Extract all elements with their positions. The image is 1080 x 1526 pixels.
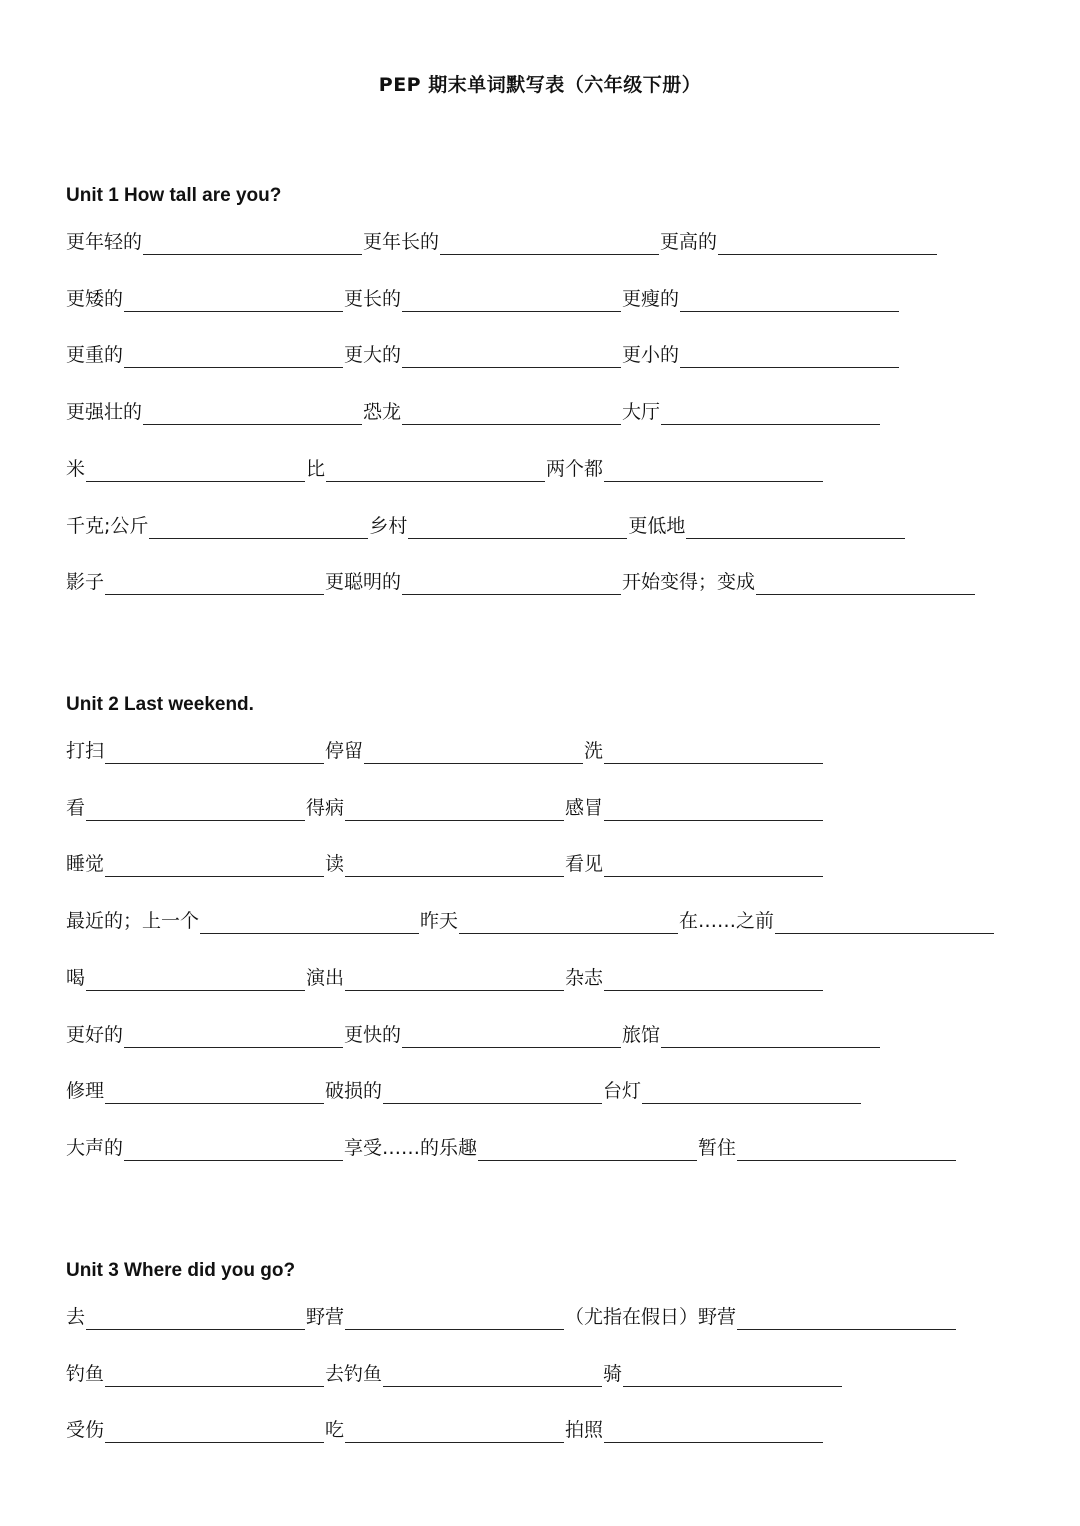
vocab-entry — [66, 342, 343, 368]
vocab-entry — [565, 851, 823, 877]
chinese-word-label: 喝 — [66, 966, 86, 989]
vocab-entry — [306, 1304, 564, 1330]
vocab-entry — [628, 513, 905, 539]
chinese-word-label: 野营 — [306, 1306, 345, 1328]
chinese-word-label: 恐龙 — [363, 401, 402, 424]
chinese-word-label: 比 — [306, 457, 326, 480]
answer-blank-line[interactable] — [680, 287, 899, 312]
vocab-entry — [584, 738, 823, 764]
vocab-entry — [698, 1135, 956, 1161]
chinese-word-label: 两个都 — [546, 457, 604, 480]
unit-heading: Unit 3 Where did you go? — [66, 1260, 296, 1281]
vocab-row — [66, 1135, 1046, 1165]
answer-blank-line[interactable] — [737, 1136, 956, 1161]
chinese-word-label: 更年轻的 — [66, 231, 143, 253]
chinese-word-label: 更聪明的 — [325, 571, 402, 594]
vocab-row — [66, 795, 1046, 825]
answer-blank-line[interactable] — [440, 230, 659, 255]
chinese-word-label: 停留 — [325, 740, 364, 762]
answer-blank-line[interactable] — [623, 1362, 842, 1387]
vocab-entry — [66, 908, 419, 934]
vocab-row — [66, 1361, 1046, 1391]
chinese-word-label: 千克;公斤 — [66, 514, 149, 537]
vocab-entry — [344, 1135, 697, 1161]
vocab-entry — [622, 399, 880, 425]
chinese-word-label: 更强壮的 — [66, 401, 143, 424]
vocab-entry — [565, 1304, 956, 1330]
vocab-row — [66, 399, 1046, 429]
chinese-word-label: 暂住 — [698, 1136, 737, 1159]
vocab-entry — [66, 738, 324, 764]
vocab-entry — [325, 738, 583, 764]
vocab-entry — [306, 965, 564, 991]
chinese-word-label: 更低地 — [628, 514, 686, 537]
answer-blank-line[interactable] — [402, 343, 621, 368]
vocab-row — [66, 965, 1046, 995]
vocab-row — [66, 569, 1046, 599]
answer-blank-line[interactable] — [408, 514, 627, 539]
answer-blank-line[interactable] — [402, 400, 621, 425]
vocab-row — [66, 342, 1046, 372]
vocab-entry — [325, 851, 564, 877]
chinese-word-label: 大声的 — [66, 1136, 124, 1159]
answer-blank-line[interactable] — [345, 1418, 564, 1443]
chinese-word-label: 更矮的 — [66, 287, 124, 310]
answer-blank-line[interactable] — [775, 909, 994, 934]
vocab-entry — [622, 286, 899, 312]
vocab-entry — [66, 456, 305, 482]
answer-blank-line[interactable] — [604, 796, 823, 821]
vocab-entry — [679, 908, 994, 934]
vocab-row — [66, 513, 1046, 543]
chinese-word-label: 得病 — [306, 796, 345, 819]
chinese-word-label: （尤指在假日）野营 — [565, 1306, 737, 1328]
vocab-entry — [66, 965, 305, 991]
vocab-entry — [344, 1022, 621, 1048]
answer-blank-line[interactable] — [124, 1023, 343, 1048]
answer-blank-line[interactable] — [143, 230, 362, 255]
vocab-entry — [660, 229, 937, 255]
answer-blank-line[interactable] — [604, 852, 823, 877]
chinese-word-label: 大厅 — [622, 401, 661, 424]
chinese-word-label: 更长的 — [344, 287, 402, 310]
vocab-row — [66, 286, 1046, 316]
vocab-entry — [306, 795, 564, 821]
answer-blank-line[interactable] — [105, 1079, 324, 1104]
chinese-word-label: 受伤 — [66, 1419, 105, 1442]
answer-blank-line[interactable] — [364, 739, 583, 764]
chinese-word-label: 破损的 — [325, 1080, 383, 1103]
answer-blank-line[interactable] — [756, 570, 975, 595]
chinese-word-label: 影子 — [66, 571, 105, 594]
chinese-word-label: 洗 — [584, 740, 604, 762]
vocab-entry — [325, 569, 621, 595]
vocab-entry — [66, 1135, 343, 1161]
vocab-entry — [66, 513, 368, 539]
chinese-word-label: 在……之前 — [679, 910, 775, 933]
vocab-entry — [344, 342, 621, 368]
vocab-entry — [66, 1078, 324, 1104]
chinese-word-label: 钓鱼 — [66, 1362, 105, 1385]
chinese-word-label: 更瘦的 — [622, 287, 680, 310]
answer-blank-line[interactable] — [604, 1418, 823, 1443]
answer-blank-line[interactable] — [737, 1305, 956, 1330]
chinese-word-label: 修理 — [66, 1080, 105, 1103]
answer-blank-line[interactable] — [680, 343, 899, 368]
vocab-entry — [369, 513, 627, 539]
answer-blank-line[interactable] — [642, 1079, 861, 1104]
vocab-entry — [363, 399, 621, 425]
vocab-entry — [603, 1361, 842, 1387]
answer-blank-line[interactable] — [402, 570, 621, 595]
answer-blank-line[interactable] — [105, 852, 324, 877]
answer-blank-line[interactable] — [105, 1362, 324, 1387]
vocab-entry — [306, 456, 545, 482]
chinese-word-label: 更好的 — [66, 1023, 124, 1046]
vocab-entry — [565, 965, 823, 991]
vocab-entry — [66, 569, 324, 595]
chinese-word-label: 更大的 — [344, 344, 402, 367]
answer-blank-line[interactable] — [661, 1023, 880, 1048]
chinese-word-label: 感冒 — [565, 796, 604, 819]
chinese-word-label: 米 — [66, 457, 86, 480]
chinese-word-label: 更高的 — [660, 231, 718, 253]
chinese-word-label: 读 — [325, 853, 345, 876]
answer-blank-line[interactable] — [383, 1362, 602, 1387]
answer-blank-line[interactable] — [86, 966, 305, 991]
page-title: PEP 期末单词默写表（六年级下册） — [378, 74, 702, 96]
chinese-word-label: 更年长的 — [363, 231, 440, 253]
vocab-entry — [66, 1304, 305, 1330]
vocab-row — [66, 1304, 1046, 1334]
answer-blank-line[interactable] — [686, 514, 905, 539]
answer-blank-line[interactable] — [402, 1023, 621, 1048]
vocab-entry — [546, 456, 823, 482]
answer-blank-line[interactable] — [143, 400, 362, 425]
chinese-word-label: 去 — [66, 1306, 86, 1328]
vocab-entry — [325, 1078, 602, 1104]
vocab-entry — [66, 286, 343, 312]
answer-blank-line[interactable] — [105, 739, 324, 764]
chinese-word-label: 看 — [66, 796, 86, 819]
answer-blank-line[interactable] — [345, 966, 564, 991]
answer-blank-line[interactable] — [478, 1136, 697, 1161]
chinese-word-label: 睡觉 — [66, 853, 105, 876]
vocab-entry — [66, 851, 324, 877]
chinese-word-label: 乡村 — [369, 514, 408, 537]
chinese-word-label: 打扫 — [66, 740, 105, 762]
vocab-entry — [66, 1022, 343, 1048]
vocab-entry — [420, 908, 678, 934]
answer-blank-line[interactable] — [200, 909, 419, 934]
answer-blank-line[interactable] — [383, 1079, 602, 1104]
answer-blank-line[interactable] — [124, 1136, 343, 1161]
vocab-entry — [66, 229, 362, 255]
vocab-row — [66, 851, 1046, 881]
vocab-entry — [66, 399, 362, 425]
vocab-row — [66, 908, 1046, 938]
vocab-row — [66, 456, 1046, 486]
vocab-entry — [363, 229, 659, 255]
answer-blank-line[interactable] — [718, 230, 937, 255]
vocab-entry — [325, 1417, 564, 1443]
answer-blank-line[interactable] — [149, 514, 368, 539]
answer-blank-line[interactable] — [86, 796, 305, 821]
answer-blank-line[interactable] — [345, 796, 564, 821]
chinese-word-label: 旅馆 — [622, 1023, 661, 1046]
chinese-word-label: 台灯 — [603, 1080, 642, 1103]
answer-blank-line[interactable] — [345, 852, 564, 877]
chinese-word-label: 更小的 — [622, 344, 680, 367]
vocab-entry — [622, 342, 899, 368]
vocab-entry — [565, 795, 823, 821]
vocab-entry — [565, 1417, 823, 1443]
answer-blank-line[interactable] — [604, 966, 823, 991]
vocab-row — [66, 1078, 1046, 1108]
answer-blank-line[interactable] — [105, 570, 324, 595]
vocab-row — [66, 1417, 1046, 1447]
answer-blank-line[interactable] — [105, 1418, 324, 1443]
chinese-word-label: 杂志 — [565, 966, 604, 989]
answer-blank-line[interactable] — [86, 1305, 305, 1330]
chinese-word-label: 更重的 — [66, 344, 124, 367]
vocab-entry — [622, 1022, 880, 1048]
answer-blank-line[interactable] — [402, 287, 621, 312]
answer-blank-line[interactable] — [124, 287, 343, 312]
vocab-entry — [344, 286, 621, 312]
unit-heading: Unit 2 Last weekend. — [66, 694, 254, 715]
chinese-word-label: 看见 — [565, 853, 604, 876]
vocab-row — [66, 1022, 1046, 1052]
vocab-entry — [622, 569, 975, 595]
unit-heading: Unit 1 How tall are you? — [66, 185, 282, 206]
chinese-word-label: 去钓鱼 — [325, 1362, 383, 1385]
vocab-entry — [325, 1361, 602, 1387]
answer-blank-line[interactable] — [345, 1305, 564, 1330]
answer-blank-line[interactable] — [604, 457, 823, 482]
vocab-entry — [603, 1078, 861, 1104]
vocab-entry — [66, 1417, 324, 1443]
answer-blank-line[interactable] — [604, 739, 823, 764]
chinese-word-label: 开始变得；变成 — [622, 571, 756, 594]
answer-blank-line[interactable] — [86, 457, 305, 482]
chinese-word-label: 最近的；上一个 — [66, 910, 200, 933]
chinese-word-label: 吃 — [325, 1419, 345, 1442]
chinese-word-label: 更快的 — [344, 1023, 402, 1046]
chinese-word-label: 演出 — [306, 966, 345, 989]
vocab-row — [66, 229, 1046, 259]
chinese-word-label: 昨天 — [420, 910, 459, 933]
answer-blank-line[interactable] — [459, 909, 678, 934]
chinese-word-label: 拍照 — [565, 1419, 604, 1442]
answer-blank-line[interactable] — [661, 400, 880, 425]
answer-blank-line[interactable] — [326, 457, 545, 482]
vocab-entry — [66, 795, 305, 821]
answer-blank-line[interactable] — [124, 343, 343, 368]
vocab-row — [66, 738, 1046, 768]
chinese-word-label: 享受……的乐趣 — [344, 1136, 478, 1159]
vocab-entry — [66, 1361, 324, 1387]
chinese-word-label: 骑 — [603, 1362, 623, 1385]
